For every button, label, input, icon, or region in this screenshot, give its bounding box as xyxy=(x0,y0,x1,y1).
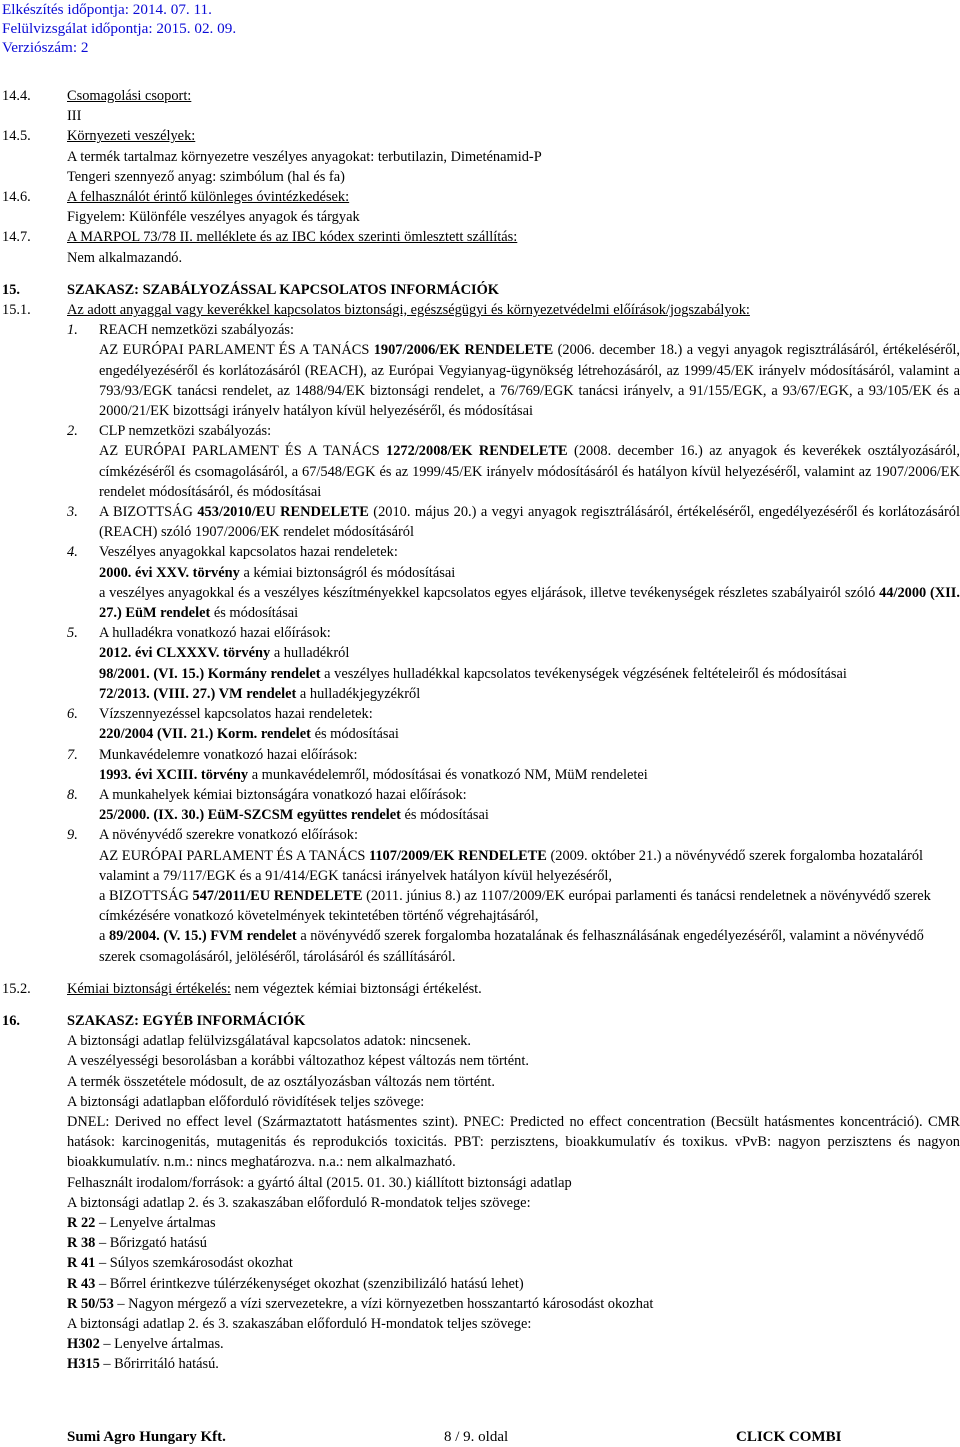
phrase-code: R 43 xyxy=(67,1275,96,1292)
reg-text: a veszélyes hulladékkal kapcsolatos tevékenységek végzésének feltételeiről és módosításai xyxy=(320,665,847,682)
section-title: SZAKASZ: EGYÉB INFORMÁCIÓK xyxy=(67,1012,306,1029)
phrase-code: R 50/53 xyxy=(67,1295,114,1312)
reg-code: 25/2000. (IX. 30.) EüM-SZCSM együttes rendelet xyxy=(99,807,401,824)
company-name: Sumi Agro Hungary Kft. xyxy=(67,1429,226,1445)
regulation-heading: A növényvédő szerekre vonatkozó előírások: xyxy=(99,827,358,844)
phrase-text: – Bőrizgató hatású xyxy=(95,1235,207,1252)
item-15-1 xyxy=(0,300,960,320)
item-15-2 xyxy=(0,979,960,999)
list-number: 9. xyxy=(67,827,78,844)
reg-code: 98/2001. (VI. 15.) Kormány rendelet xyxy=(99,665,321,682)
item-value: Figyelem: Különféle veszélyes anyagok és tárgyak xyxy=(67,209,360,226)
reg-code: 453/2010/EU RENDELETE xyxy=(197,504,369,521)
regulation-heading: A hulladékra vonatkozó hazai előírások: xyxy=(99,625,331,642)
prepared-date: Elkészítés időpontja: 2014. 07. 11. xyxy=(2,1,212,18)
item-value: Tengeri szennyező anyag: szimbólum (hal és fa) xyxy=(67,168,345,185)
list-number: 6. xyxy=(67,706,78,723)
info-line: A veszélyességi besorolásban a korábbi változathoz képest változás nem történt. xyxy=(67,1053,529,1070)
item-14-7 xyxy=(0,227,960,267)
reg-code: 44/2000 (XII. 27.) EüM rendelet xyxy=(99,584,960,622)
r-phrase xyxy=(67,1274,960,1294)
reg-text: (2009. október 21.) a növényvédő szerek forgalomba hozataláról valamint a 79/117/EGK és a 91/414/EGK tanácsi irányelvek hatályon kívül helyezéséről, xyxy=(99,847,924,884)
section-title: SZAKASZ: SZABÁLYOZÁSSAL KAPCSOLATOS INFORMÁCIÓK xyxy=(67,281,499,298)
item-value: Nem alkalmazandó. xyxy=(67,249,183,266)
item-number: 14.5. xyxy=(2,128,31,145)
regulation-heading: CLP nemzetközi szabályozás: xyxy=(99,423,272,440)
regulation-1 xyxy=(67,320,960,421)
reg-text: A BIZOTTSÁG xyxy=(99,504,198,521)
phrase-code: H302 xyxy=(67,1336,100,1353)
info-line: Felhasznált irodalom/források: a gyártó által (2015. 01. 30.) kiállított biztonsági adatlap xyxy=(67,1174,572,1191)
regulation-heading: A munkahelyek kémiai biztonságára vonatkozó hazai előírások: xyxy=(99,786,467,803)
section-number: 16. xyxy=(2,1012,20,1029)
item-heading: Az adott anyaggal vagy keverékkel kapcsolatos biztonsági, egészségügyi és környezetvédelmi előírások/jogszabályok: xyxy=(67,302,750,319)
item-value: A termék tartalmaz környezetre veszélyes anyagokat: terbutilazin, Dimeténamid-P xyxy=(67,148,542,165)
info-line: A termék összetétele módosult, de az osztályozásban változás nem történt. xyxy=(67,1073,495,1090)
page-footer xyxy=(0,1428,960,1447)
page-number: 8 / 9. oldal xyxy=(444,1429,509,1445)
reg-text: a hulladékról xyxy=(270,645,350,662)
phrase-text: – Lenyelve ártalmas xyxy=(95,1214,216,1231)
reg-code: 1907/2006/EK RENDELETE xyxy=(373,342,554,359)
list-number: 1. xyxy=(67,322,78,339)
regulation-4 xyxy=(67,542,960,623)
review-date: Felülvizsgálat időpontja: 2015. 02. 09. xyxy=(2,20,237,38)
regulation-6 xyxy=(67,704,960,744)
r-phrase xyxy=(67,1253,960,1273)
reg-text: AZ EURÓPAI PARLAMENT ÉS A TANÁCS xyxy=(99,443,387,460)
item-14-6 xyxy=(0,187,960,227)
r-phrase xyxy=(67,1213,960,1233)
reg-text: és módosításai xyxy=(210,605,299,622)
reg-text: (2006. december 18.) a vegyi anyagok regisztrálásáról, értékeléséről, engedélyezéséről és korlátozásáról (REACH), az Európai Vegyianyag-ügynökség létrehozásáról, az 1999/45/EK irányelv módosításáról, valamint a 793/93/EGK tanácsi rendelet, az 1488/94/EK biztonsági rendelet, a 76/769/EGK tanácsi irányelv, a 91/155/EGK, a 93/67/EGK, a 93/105/EK és a 2000/21/EK bizottsági irányelv hatályon kívül helyezéséről, és módosításai xyxy=(99,342,960,420)
document-body xyxy=(0,86,960,1375)
reg-text: (2011. június 8.) az 1107/2009/EK európai parlamenti és tanácsi rendeletnek a növényvédő szerek címkézésére vonatkozó követelmények tekintetében történő végrehajtásáról, xyxy=(99,887,931,925)
abbreviations: DNEL: Derived no effect level (Származtatott hatásmentes szint). PNEC: Predicted no effect concentration (Becsült hatásmentes koncentráció). CMR hatások: karcinogenitás, mutagenitás és reprodukciós toxicitás. PBT: perzisztens, bioakkumulatív és toxikus. vPvB: nagyon perzisztens és nagyon bioakkumulatív. n.m.: nincs meghatározva. n.a.: nem alkalmazható. xyxy=(67,1113,960,1171)
reg-text: (2008. december 16.) az anyagok és keverékek osztályozásáról, címkézéséről és csomagolásáról, a 67/548/EGK és az 1999/45/EK irányelv módosításáról és hatályon kívül helyezéséről, valamint az 1907/2006/EK rendelet módosításáról, és módosításai xyxy=(99,443,960,500)
h-phrase xyxy=(67,1354,960,1374)
phrase-text: – Bőrirritáló hatású. xyxy=(99,1356,219,1373)
item-number: 15.2. xyxy=(2,980,31,997)
reg-code: 2000. évi XXV. xyxy=(99,564,190,581)
reg-text: (2010. május 20.) a vegyi anyagok regisztrálásáról, értékeléséről, engedélyezéséről és korlátozásáról (REACH) szóló 1907/2006/EK rendelet módosításáról xyxy=(99,504,960,541)
list-number: 2. xyxy=(67,423,78,440)
regulation-heading: Veszélyes anyagokkal kapcsolatos hazai rendeletek: xyxy=(99,544,398,561)
item-value: III xyxy=(67,108,82,125)
phrase-text: – Bőrrel érintkezve túlérzékenységet okozhat (szenzibilizáló hatású lehet) xyxy=(95,1275,524,1292)
phrase-code: R 38 xyxy=(67,1235,96,1252)
list-number: 7. xyxy=(67,746,78,763)
list-number: 8. xyxy=(67,786,78,803)
phrase-code: R 41 xyxy=(67,1255,96,1272)
item-heading: A MARPOL 73/78 II. melléklete és az IBC kódex szerinti ömlesztett szállítás: xyxy=(67,229,518,246)
list-number: 4. xyxy=(67,544,78,561)
revision-header xyxy=(2,0,442,58)
phrase-code: H315 xyxy=(67,1356,100,1373)
item-heading: A felhasználót érintő különleges óvintézkedések: xyxy=(67,189,350,206)
reg-text: és módosításai xyxy=(400,807,489,824)
reg-text: a xyxy=(99,928,109,945)
info-line: A biztonsági adatlap felülvizsgálatával kapcsolatos adatok: nincsenek. xyxy=(67,1033,472,1050)
phrase-text: – Nagyon mérgező a vízi szervezetekre, a vízi környezetben hosszantartó károsodást okozhat xyxy=(113,1295,654,1312)
info-line: A biztonsági adatlapban előforduló rövidítések teljes szövege: xyxy=(67,1093,425,1110)
reg-text: és módosításai xyxy=(310,726,399,743)
product-name: CLICK COMBI xyxy=(736,1429,842,1445)
phrase-text: – Lenyelve ártalmas. xyxy=(99,1336,224,1353)
item-number: 15.1. xyxy=(2,302,31,319)
item-14-4 xyxy=(0,86,960,126)
reg-text: a BIZOTTSÁG xyxy=(99,887,193,904)
regulation-3 xyxy=(67,502,960,542)
reg-text: a növényvédő szerek forgalomba hozatalának és felhasználásának engedélyezéséről, valamint a növényvédő szerek csomagolásáról, jelöléséről, tárolásáról és szállításáról. xyxy=(99,928,924,965)
reg-code: 1272/2008/EK RENDELETE xyxy=(386,443,568,460)
regulation-8 xyxy=(67,785,960,825)
r-phrase xyxy=(67,1233,960,1253)
reg-text: AZ EURÓPAI PARLAMENT ÉS A TANÁCS xyxy=(99,847,369,864)
r-phrase xyxy=(67,1294,960,1314)
item-heading: Kémiai biztonsági értékelés: xyxy=(67,980,231,997)
regulation-heading: Munkavédelemre vonatkozó hazai előírások: xyxy=(99,746,358,763)
list-number: 3. xyxy=(67,504,78,521)
item-14-5 xyxy=(0,126,960,187)
reg-text: AZ EURÓPAI PARLAMENT ÉS A TANÁCS xyxy=(99,342,374,359)
regulation-5 xyxy=(67,623,960,704)
regulation-7 xyxy=(67,745,960,785)
section-15-title xyxy=(0,280,960,300)
reg-code: 2012. évi CLXXXV. törvény xyxy=(99,645,271,662)
regulation-2 xyxy=(67,421,960,502)
reg-code: 1107/2009/EK RENDELETE xyxy=(368,847,547,864)
reg-text: a hulladékjegyzékről xyxy=(296,685,421,702)
phrase-code: R 22 xyxy=(67,1214,96,1231)
regulation-heading: Vízszennyezéssel kapcsolatos hazai rendeletek: xyxy=(99,706,373,723)
info-line: A biztonsági adatlap 2. és 3. szakaszában előforduló R-mondatok teljes szövege: xyxy=(67,1194,531,1211)
reg-code: 89/2004. (V. 15.) FVM rendelet xyxy=(109,928,297,945)
info-line: A biztonsági adatlap 2. és 3. szakaszában előforduló H-mondatok teljes szövege: xyxy=(67,1315,532,1332)
item-number: 14.6. xyxy=(2,189,31,206)
item-heading: Környezeti veszélyek: xyxy=(67,128,196,145)
reg-code: 547/2011/EU RENDELETE xyxy=(192,887,363,904)
section-16-title xyxy=(0,1011,960,1031)
item-value: nem végeztek kémiai biztonsági értékelést. xyxy=(230,980,482,997)
reg-code: 220/2004 (VII. 21.) Korm. rendelet xyxy=(99,726,311,743)
reg-text: a kémiai biztonságról és módosításai xyxy=(239,564,456,581)
version-number: Verziószám: 2 xyxy=(2,39,89,57)
reg-code: 1993. évi XCIII. törvény xyxy=(99,766,249,783)
h-phrase xyxy=(67,1334,960,1354)
item-heading: Csomagolási csoport: xyxy=(67,88,192,104)
reg-text: a veszélyes anyagokkal és a veszélyes készítményekkel kapcsolatos egyes eljárások, illetve tevékenységek részletes szabályairól szóló xyxy=(99,584,880,601)
list-number: 5. xyxy=(67,625,78,642)
section-number: 15. xyxy=(2,281,20,298)
reg-code: 72/2013. (VIII. 27.) VM rendelet xyxy=(99,685,297,702)
item-number: 14.7. xyxy=(2,229,31,246)
regulation-heading: REACH nemzetközi szabályozás: xyxy=(99,322,295,339)
reg-text: a munkavédelemről, módosításai és vonatkozó NM, MüM rendeletei xyxy=(248,766,648,783)
reg-code: törvény xyxy=(189,564,240,581)
item-number: 14.4. xyxy=(2,88,31,104)
regulation-9 xyxy=(67,825,960,966)
phrase-text: – Súlyos szemkárosodást okozhat xyxy=(95,1255,293,1272)
